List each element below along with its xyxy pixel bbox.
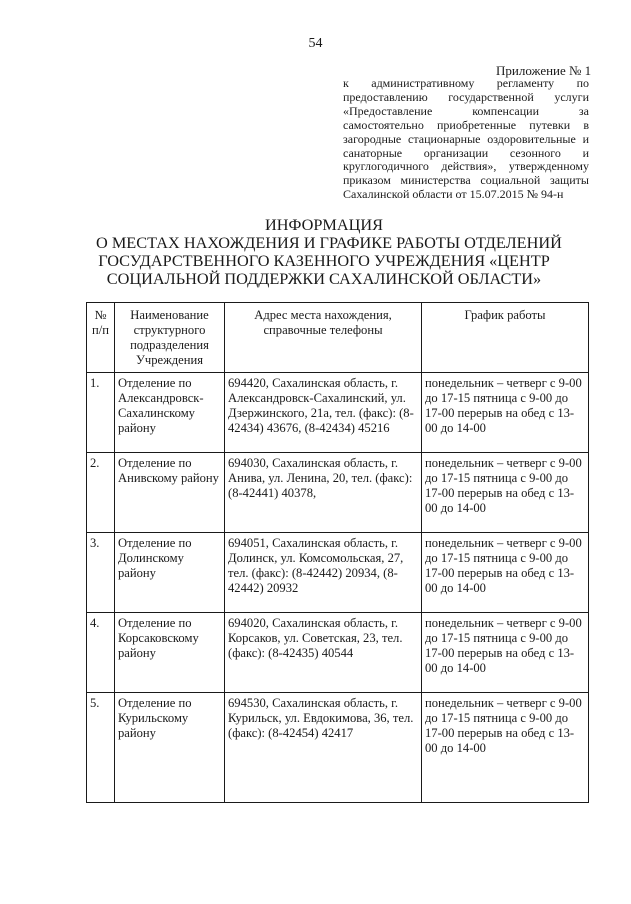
- table-row: [87, 453, 589, 533]
- heading-line: СОЦИАЛЬНОЙ ПОДДЕРЖКИ САХАЛИНСКОЙ ОБЛАСТИ»: [106, 269, 542, 288]
- document-heading: [96, 215, 562, 288]
- cell-name: Отделение по Долинскому району: [115, 533, 225, 613]
- cell-schedule: понедельник – четверг с 9-00 до 17-15 пятница с 9-00 до 17-00 перерыв на обед с 13-00 до 14-00: [422, 613, 589, 693]
- page-number: 54: [308, 36, 323, 51]
- heading-line: ГОСУДАРСТВЕННОГО КАЗЕННОГО УЧРЕЖДЕНИЯ «ЦЕНТР: [98, 251, 550, 270]
- header-name: Наименование структурного подразделения Учреждения: [115, 303, 225, 373]
- table-row: [87, 533, 589, 613]
- cell-address: 694020, Сахалинская область, г. Корсаков, ул. Советская, 23, тел. (факс): (8-42435) 40544: [225, 613, 422, 693]
- header-num: № п/п: [87, 303, 115, 373]
- cell-num: 3.: [87, 533, 115, 613]
- cell-schedule: понедельник – четверг с 9-00 до 17-15 пятница с 9-00 до 17-00 перерыв на обед с 13-00 до 14-00: [422, 453, 589, 533]
- cell-address: 694030, Сахалинская область, г. Анива, ул. Ленина, 20, тел. (факс): (8-42441) 40378,: [225, 453, 422, 533]
- cell-schedule: понедельник – четверг с 9-00 до 17-15 пятница с 9-00 до 17-00 перерыв на обед с 13-00 до 14-00: [422, 373, 589, 453]
- header-schedule: График работы: [422, 303, 589, 373]
- table-row: [87, 613, 589, 693]
- appendix-title: Приложение № 1: [496, 63, 592, 78]
- cell-num: 4.: [87, 613, 115, 693]
- cell-name: Отделение по Корсаковскому району: [115, 613, 225, 693]
- offices-table: [86, 302, 589, 803]
- cell-num: 2.: [87, 453, 115, 533]
- cell-name: Отделение по Курильскому району: [115, 693, 225, 803]
- heading-line: О МЕСТАХ НАХОЖДЕНИЯ И ГРАФИКЕ РАБОТЫ ОТДЕЛЕНИЙ: [96, 233, 562, 252]
- appendix-body: к административному регламенту по предоставлению государственной услуги «Предоставление компенсации за самостоятельно приобретенные путевки в загородные стационарные оздоровительные и санаторные организации сезонного и круглогодичного действия», утвержденному приказом министерства социальной защиты Сахалинской области от 15.07.2015 № 94-н: [343, 76, 589, 202]
- cell-address: 694051, Сахалинская область, г. Долинск, ул. Комсомольская, 27, тел. (факс): (8-42442) 20934, (8-42442) 20932: [225, 533, 422, 613]
- cell-schedule: понедельник – четверг с 9-00 до 17-15 пятница с 9-00 до 17-00 перерыв на обед с 13-00 до 14-00: [422, 693, 589, 803]
- cell-address: 694420, Сахалинская область, г. Александровск-Сахалинский, ул. Дзержинского, 21а, тел. (факс): (8-42434) 43676, (8-42434) 45216: [225, 373, 422, 453]
- cell-name: Отделение по Анивскому району: [115, 453, 225, 533]
- cell-name: Отделение по Александровск-Сахалинскому району: [115, 373, 225, 453]
- table-row: [87, 693, 589, 803]
- cell-num: 5.: [87, 693, 115, 803]
- cell-schedule: понедельник – четверг с 9-00 до 17-15 пятница с 9-00 до 17-00 перерыв на обед с 13-00 до 14-00: [422, 533, 589, 613]
- heading-line: ИНФОРМАЦИЯ: [265, 215, 383, 234]
- cell-address: 694530, Сахалинская область, г. Курильск, ул. Евдокимова, 36, тел. (факс): (8-42454) 42417: [225, 693, 422, 803]
- table-row: [87, 373, 589, 453]
- table-header-row: [87, 303, 589, 373]
- header-address: Адрес места нахождения, справочные телефоны: [225, 303, 422, 373]
- cell-num: 1.: [87, 373, 115, 453]
